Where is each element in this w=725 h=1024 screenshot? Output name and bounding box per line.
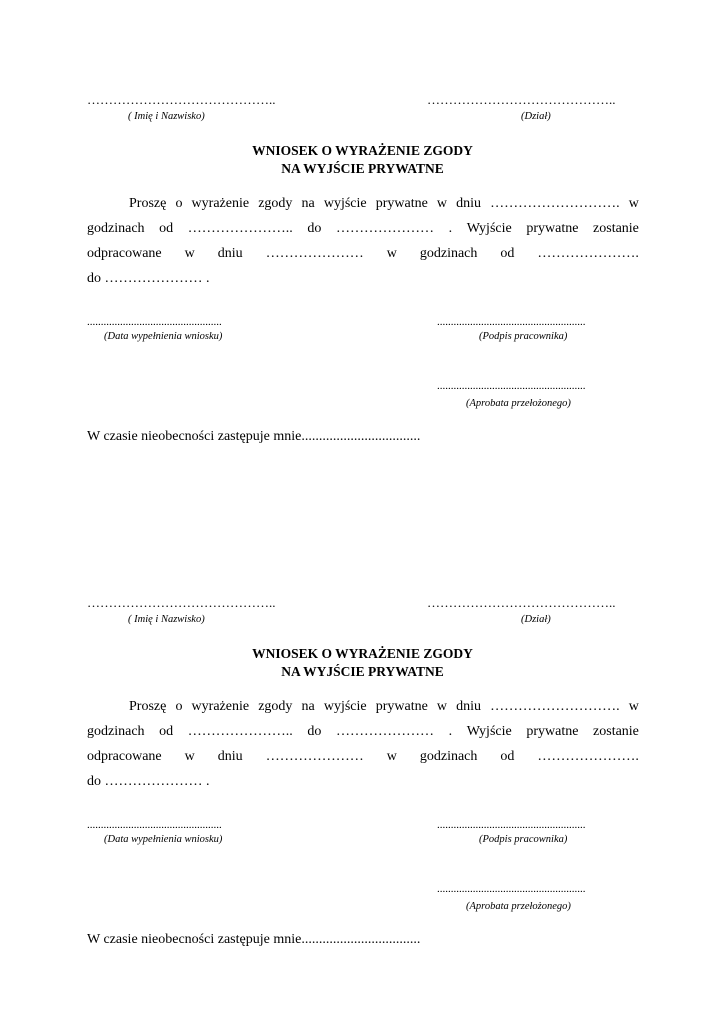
leave-request-form-top <box>0 0 725 503</box>
date-caption: (Data wypełnienia wniosku) <box>104 331 223 342</box>
name-caption: ( Imię i Nazwisko) <box>128 111 205 122</box>
date-dots: ................................................. <box>87 819 222 831</box>
form-title-line1: WNIOSEK O WYRAŻENIE ZGODY <box>252 143 473 158</box>
name-dots: …………………………………….. <box>87 595 276 610</box>
form-title-line2: NA WYJŚCIE PRYWATNE <box>281 664 444 679</box>
replacement-dots: .................................. <box>301 429 421 444</box>
replacement-dots: .................................. <box>301 932 421 947</box>
date-caption: (Data wypełnienia wniosku) <box>104 834 223 845</box>
employee-signature-caption: (Podpis pracownika) <box>479 834 568 845</box>
form-title-line2: NA WYJŚCIE PRYWATNE <box>281 161 444 176</box>
department-caption: (Dział) <box>521 614 551 625</box>
supervisor-approval-dots: ...................................................... <box>437 883 586 895</box>
department-caption: (Dział) <box>521 111 551 122</box>
name-dots: …………………………………….. <box>87 92 276 107</box>
paragraph-line-1: Proszę o wyrażenie zgody na wyjście prywatne w dniu ………………………. w <box>129 699 639 714</box>
department-dots: …………………………………….. <box>427 92 616 107</box>
supervisor-approval-caption: (Aprobata przełożonego) <box>466 398 571 409</box>
replacement-label: W czasie nieobecności zastępuje mnie <box>87 932 302 947</box>
form-title-line1: WNIOSEK O WYRAŻENIE ZGODY <box>252 646 473 661</box>
replacement-label: W czasie nieobecności zastępuje mnie <box>87 429 302 444</box>
employee-signature-caption: (Podpis pracownika) <box>479 331 568 342</box>
date-dots: ................................................. <box>87 316 222 328</box>
paragraph-line-4: do ………………… . <box>87 271 210 286</box>
paragraph-line-2: godzinach od ………………….. do ………………… . Wyjście prywatne zostanie <box>87 221 639 236</box>
employee-signature-dots: ...................................................... <box>437 819 586 831</box>
employee-signature-dots: ...................................................... <box>437 316 586 328</box>
paragraph-line-3: odpracowane w dniu ………………… w godzinach od …………………. <box>87 749 639 764</box>
name-caption: ( Imię i Nazwisko) <box>128 614 205 625</box>
leave-request-form-bottom <box>0 503 725 1006</box>
paragraph-line-4: do ………………… . <box>87 774 210 789</box>
department-dots: …………………………………….. <box>427 595 616 610</box>
supervisor-approval-caption: (Aprobata przełożonego) <box>466 901 571 912</box>
replacement-line <box>87 932 420 948</box>
supervisor-approval-dots: ...................................................... <box>437 380 586 392</box>
paragraph-line-3: odpracowane w dniu ………………… w godzinach od …………………. <box>87 246 639 261</box>
paragraph-line-2: godzinach od ………………….. do ………………… . Wyjście prywatne zostanie <box>87 724 639 739</box>
replacement-line <box>87 429 420 445</box>
paragraph-line-1: Proszę o wyrażenie zgody na wyjście prywatne w dniu ………………………. w <box>129 196 639 211</box>
